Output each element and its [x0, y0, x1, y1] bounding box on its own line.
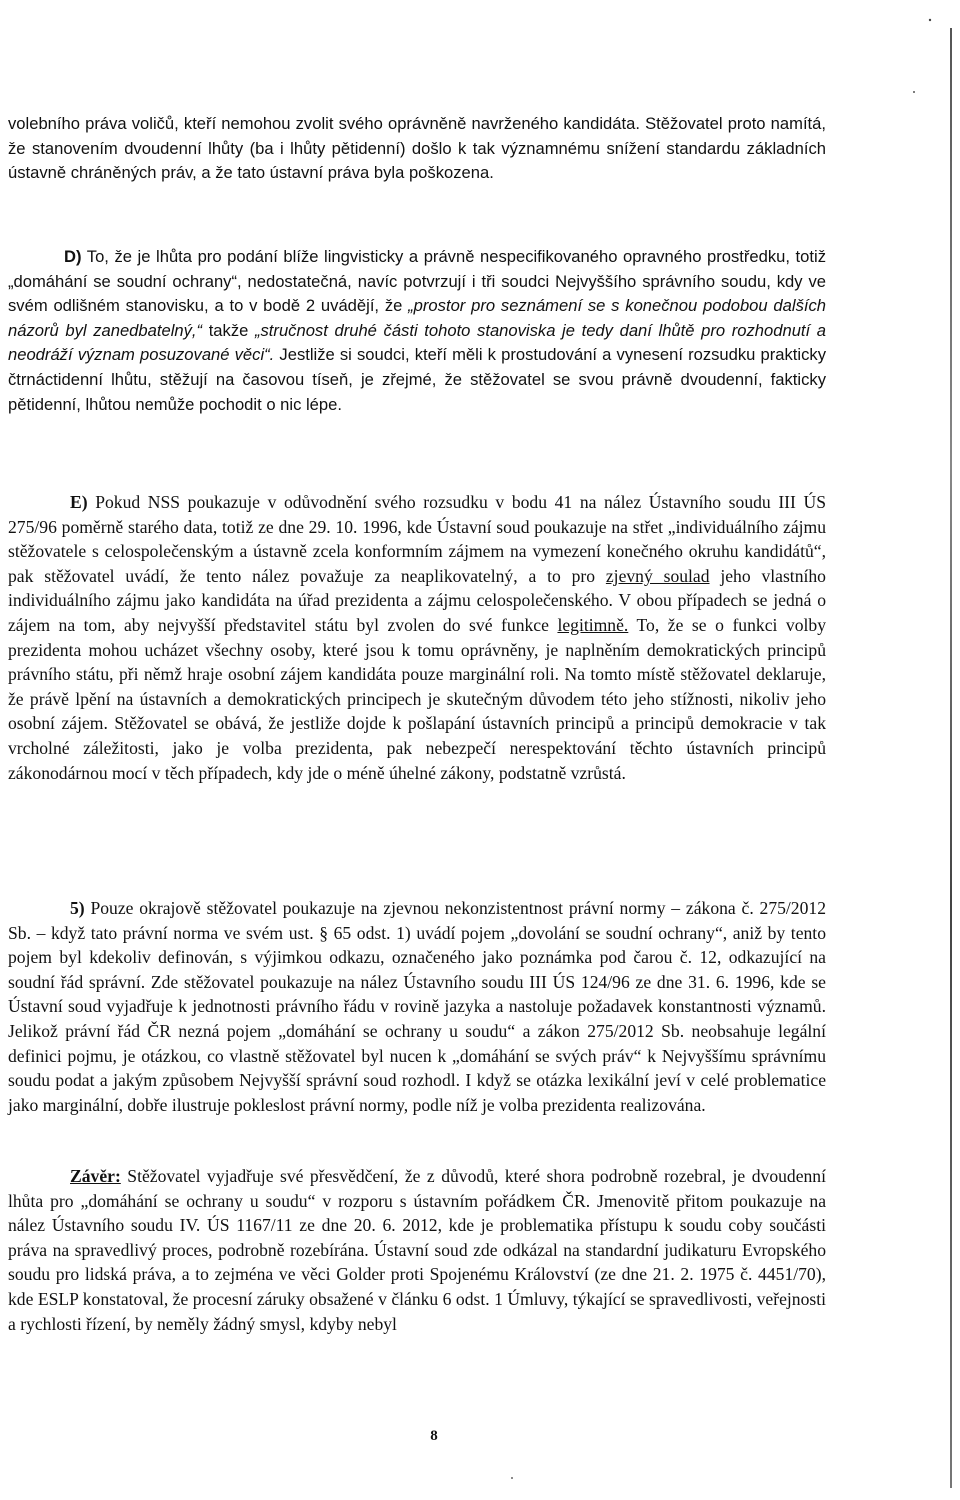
- paragraph-e-label: E): [70, 492, 88, 512]
- scan-edge-line: [950, 28, 952, 1488]
- paragraph-zaver-text: Stěžovatel vyjadřuje své přesvědčení, že z důvodů, které shora podrobně rozebral, je dvoudenní lhůta pro „domáhání se ochrany u soudu“ v rozporu s ústavním pořádkem ČR. Jmenovitě přitom poukazuje na nález Ústavního soudu IV. ÚS 1167/11 ze dne 20. 6. 2012, kde je problematika přístupu k soudu coby součásti práva na spravedlivý proces, podrobně rozebírána. Ústavní soud zde odkázal na standardní judikaturu Evropského soudu pro lidská práva, a to zejména ve věci Golder proti Spojenému Království (ze dne 21. 2. 1975 č. 4451/70), kde ESLP konstatoval, že procesní záruky obsažené v článku 6 odst. 1 Úmluvy, týkající se spravedlivosti, veřejnosti a rychlosti řízení, by neměly žádný smysl, kdyby nebyl: [8, 1166, 826, 1334]
- paragraph-e-underline-2: legitimně.: [557, 614, 629, 635]
- paragraph-d-text-2: takže: [202, 320, 255, 340]
- paragraph-d-text-3: Jestliže si soudci, kteří měli k prostudování a vynesení rozsudku prakticky čtrnáctidenní lhůtu, stěžují na časovou tíseň, je zřejmé, že stěžovatel se svou právně dvoudenní, fakticky pětidenní, lhůtou nemůže pochodit o nic lépe.: [8, 345, 826, 414]
- paragraph-intro: volebního práva voličů, kteří nemohou zvolit svého oprávněně navrženého kandidáta. Stěžovatel proto namítá, že stanovením dvoudenní lhůty (ba i lhůty pětidenní) došlo k tak významnému snížení standardu základních ústavně chráněných práv, a že tato ústavní práva byla poškozena.: [8, 114, 826, 183]
- paragraph-zaver-label: Závěr:: [70, 1166, 121, 1186]
- paragraph-d: [8, 245, 826, 417]
- paragraph-5-text: Pouze okrajově stěžovatel poukazuje na zjevnou nekonzistentnost právní normy – zákona č. 275/2012 Sb. – když tato právní norma ve svém ust. § 65 odst. 1) uvádí pojem „dovolání se soudní ochrany“, aniž by tento pojem byl kdekoliv definován, s výjimkou odkazu, označeného jako poznámka pod čarou č. 12, odkazující na soudní řád správní. Zde stěžovatel poukazuje na nález Ústavního soudu III ÚS 124/96 ze dne 31. 6. 1996, kde se Ústavní soud vyjadřuje k jednotnosti právního řádu v rovině jazyka a nastoluje požadavek konstantnosti významů. Jelikož právní řád ČR nezná pojem „domáhání se ochrany u soudu“ a zákon 275/2012 Sb. neobsahuje legální definici pojmu, je otázkou, co vlastně stěžovatel byl nucen k „domáhání se svých práv“ k Nejvyššímu správnímu soudu podat a jakým způsobem Nejvyšší správní soud rozhodl. I když se otázka lexikální jeví v celé problematice jako marginální, dobře ilustruje pokleslost právní normy, podle níž je volba prezidenta realizována.: [8, 898, 826, 1115]
- paragraph-d-quote-2: „stručnost druhé části tohoto stanoviska je tedy daní lhůtě pro rozhodnutí a neodráží význam posuzované věci“.: [8, 320, 826, 365]
- paragraph-e-text-2: jeho vlastního individuálního zájmu jako kandidáta na úřad prezidenta a zájmu celospolečenského. V obou případech se jedná o zájem na tom, aby nejvyšší představitel státu byl zvolen do své funkce: [8, 565, 826, 635]
- paragraph-e-text-3: To, že se o funkci volby prezidenta mohou ucházet všechny osoby, které jsou k tomu oprávněny, je naplněním demokratických principů právního státu, při němž hraje osobní zájem kandidáta pouze marginální roli. Na tomto místě stěžovatel deklaruje, že právě lpění na ústavních a demokratických principech je skutečným důvodem této jeho stížnosti, nikoliv jeho osobní zájem. Stěžovatel se obává, že jestliže dojde k pošlapání ústavních principů a principů demokracie v tak vrcholné záležitosti, jako je volba prezidenta, pak nebezpečí nerespektování těchto ústavních principů zákonodárnou mocí v těch případech, kdy jde o méně úhelné zákony, podstatně vzrůstá.: [8, 614, 826, 783]
- paragraph-e-text-1: Pokud NSS poukazuje v odůvodnění svého rozsudku v bodu 41 na nález Ústavního soudu III ÚS 275/96 poměrně starého data, totiž ze dne 29. 10. 1996, kde Ústavní soud poukazuje na střet „individuálního zájmu stěžovatele s celospolečenským a ústavně zcela konformním zájmem na vymezení konečného okruhu kandidátů“, pak stěžovatel uvádí, že tento nález považuje za neaplikovatelný, a to pro: [8, 492, 826, 586]
- paragraph-e-underline-1: zjevný soulad: [605, 565, 710, 586]
- paragraph-d-label: D): [64, 247, 82, 266]
- page-number: 8: [430, 1428, 438, 1444]
- paragraph-e: [8, 490, 826, 785]
- paragraph-5-label: 5): [70, 898, 85, 918]
- paragraph-5: [8, 896, 826, 1117]
- paragraph-d-text-1: To, že je lhůta pro podání blíže lingvisticky a právně nespecifikovaného opravného prostředku, totiž „domáhání se soudní ochrany“, nedostatečná, navíc potvrzují i tři soudci Nejvyššího správního soudu, kdy ve svém odlišném stanovisku, a to v bodě 2 uvádějí, že: [8, 247, 826, 316]
- paragraph-d-quote-1: „prostor pro seznámení se s konečnou podobou dalších názorů byl zanedbatelný,“: [8, 296, 826, 340]
- paragraph-zaver: [8, 1164, 826, 1336]
